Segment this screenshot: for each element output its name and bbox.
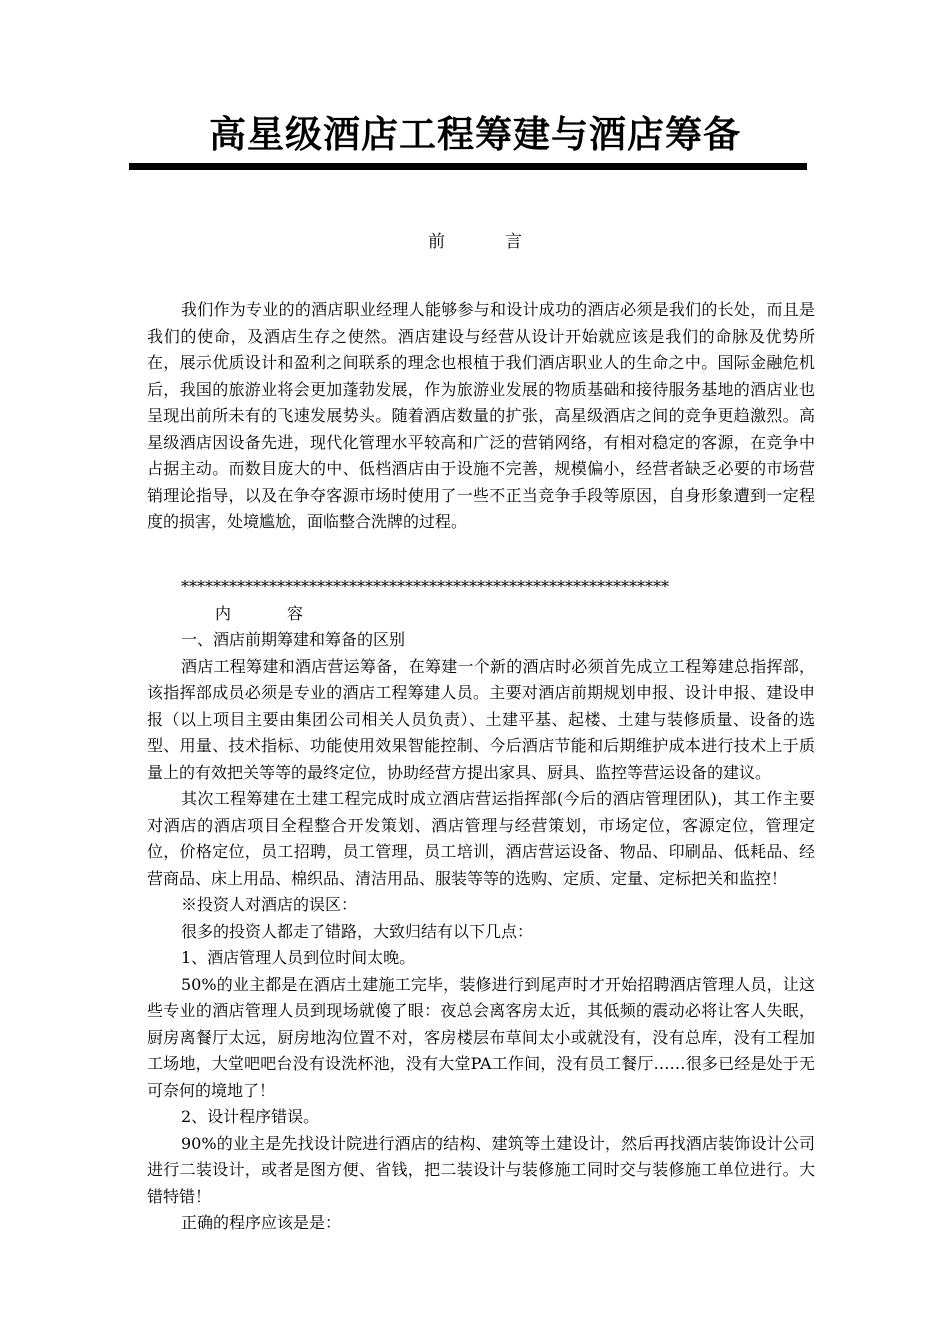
closing-line: 正确的程序应该是是：	[181, 1213, 342, 1232]
preface-heading	[0, 228, 950, 256]
point-2-heading: 2、设计程序错误。	[181, 1107, 320, 1126]
separator-line: *************************************************************	[181, 577, 669, 596]
point-2-text: 90%的业主是先找设计院进行酒店的结构、建筑等土建设计，然后再找酒店装饰设计公司进行二装设计，或者是图方便、省钱，把二装设计与装修施工同时交与装修施工单位进行。大错特错！	[147, 1133, 815, 1206]
content-heading-char-1: 内	[215, 603, 232, 623]
note-intro: 很多的投资人都走了错路，大致归结有以下几点：	[181, 921, 534, 941]
preface-heading-char-1: 前	[428, 232, 445, 252]
point-1-heading: 1、酒店管理人员到位时间太晚。	[181, 948, 416, 967]
section1-heading: 一、酒店前期筹建和筹备的区别	[181, 630, 406, 649]
paragraph-1: 酒店工程筹建和酒店营运筹备，在筹建一个新的酒店时必须首先成立工程筹建总指挥部，该指挥部成员必须是专业的酒店工程筹建人员。主要对酒店前期规划申报、设计申报、建设申报（以上项目主要由集团公司相关人员负责）、土建平基、起楼、土建与装修质量、设备的选型、用量、技术指标、功能使用效果智能控制、今后酒店节能和后期维护成本进行技术上于质量上的有效把关等等的最终定位，协助经营方提出家具、厨具、监控等营运设备的建议。	[147, 656, 815, 782]
document-title: 高星级酒店工程筹建与酒店筹备	[209, 112, 741, 156]
preface-heading-char-2: 言	[505, 232, 522, 252]
note-heading: ※投资人对酒店的误区：	[181, 895, 358, 914]
content-heading	[147, 601, 815, 628]
preface-paragraph: 我们作为专业的的酒店职业经理人能够参与和设计成功的酒店必须是我们的长处，而且是我们的使命，及酒店生存之使然。酒店建设与经营从设计开始就应该是我们的命脉及优势所在，展示优质设计和盈利之间联系的理念也根植于我们酒店职业人的生命之中。国际金融危机后，我国的旅游业将会更加蓬勃发展，作为旅游业发展的物质基础和接待服务基地的酒店业也呈现出前所未有的飞速发展势头。随着酒店数量的扩张，高星级酒店之间的竞争更趋激烈。高星级酒店因设备先进，现代化管理水平较高和广泛的营销网络，有相对稳定的客源，在竞争中占据主动。而数目庞大的中、低档酒店由于设施不完善，规模偏小，经营者缺乏必要的市场营销理论指导，以及在争夺客源市场时使用了一些不正当竞争手段等原因，自身形象遭到一定程度的损害，处境尴尬，面临整合洗牌的过程。	[147, 300, 815, 531]
content-heading-char-2: 容	[287, 603, 304, 623]
preface-section	[147, 297, 815, 536]
title-underline-rule	[129, 163, 807, 170]
paragraph-2: 其次工程筹建在土建工程完成时成立酒店营运指挥部(今后的酒店管理团队)，其工作主要对酒店的酒店项目全程整合开发策划、酒店管理与经营策划，市场定位，客源定位，管理定位，价格定位，员工招聘，员工管理，员工培训，酒店营运设备、物品、印刷品、低耗品、经营商品、床上用品、棉织品、清洁用品、服装等等的选购、定质、定量、定标把关和监控！	[147, 789, 815, 888]
point-1-text: 50%的业主都是在酒店土建施工完毕，装修进行到尾声时才开始招聘酒店管理人员，让这些专业的酒店管理人员到现场就傻了眼：夜总会离客房太近，其低频的震动必将让客人失眠，厨房离餐厅太远，厨房地沟位置不对，客房楼层布草间太小或就没有，没有总库，没有工程加工场地，大堂吧吧台没有设洗杯池，没有大堂PA工作间，没有员工餐厅……很多已经是处于无可奈何的境地了！	[147, 974, 815, 1100]
content-section	[147, 574, 815, 1237]
